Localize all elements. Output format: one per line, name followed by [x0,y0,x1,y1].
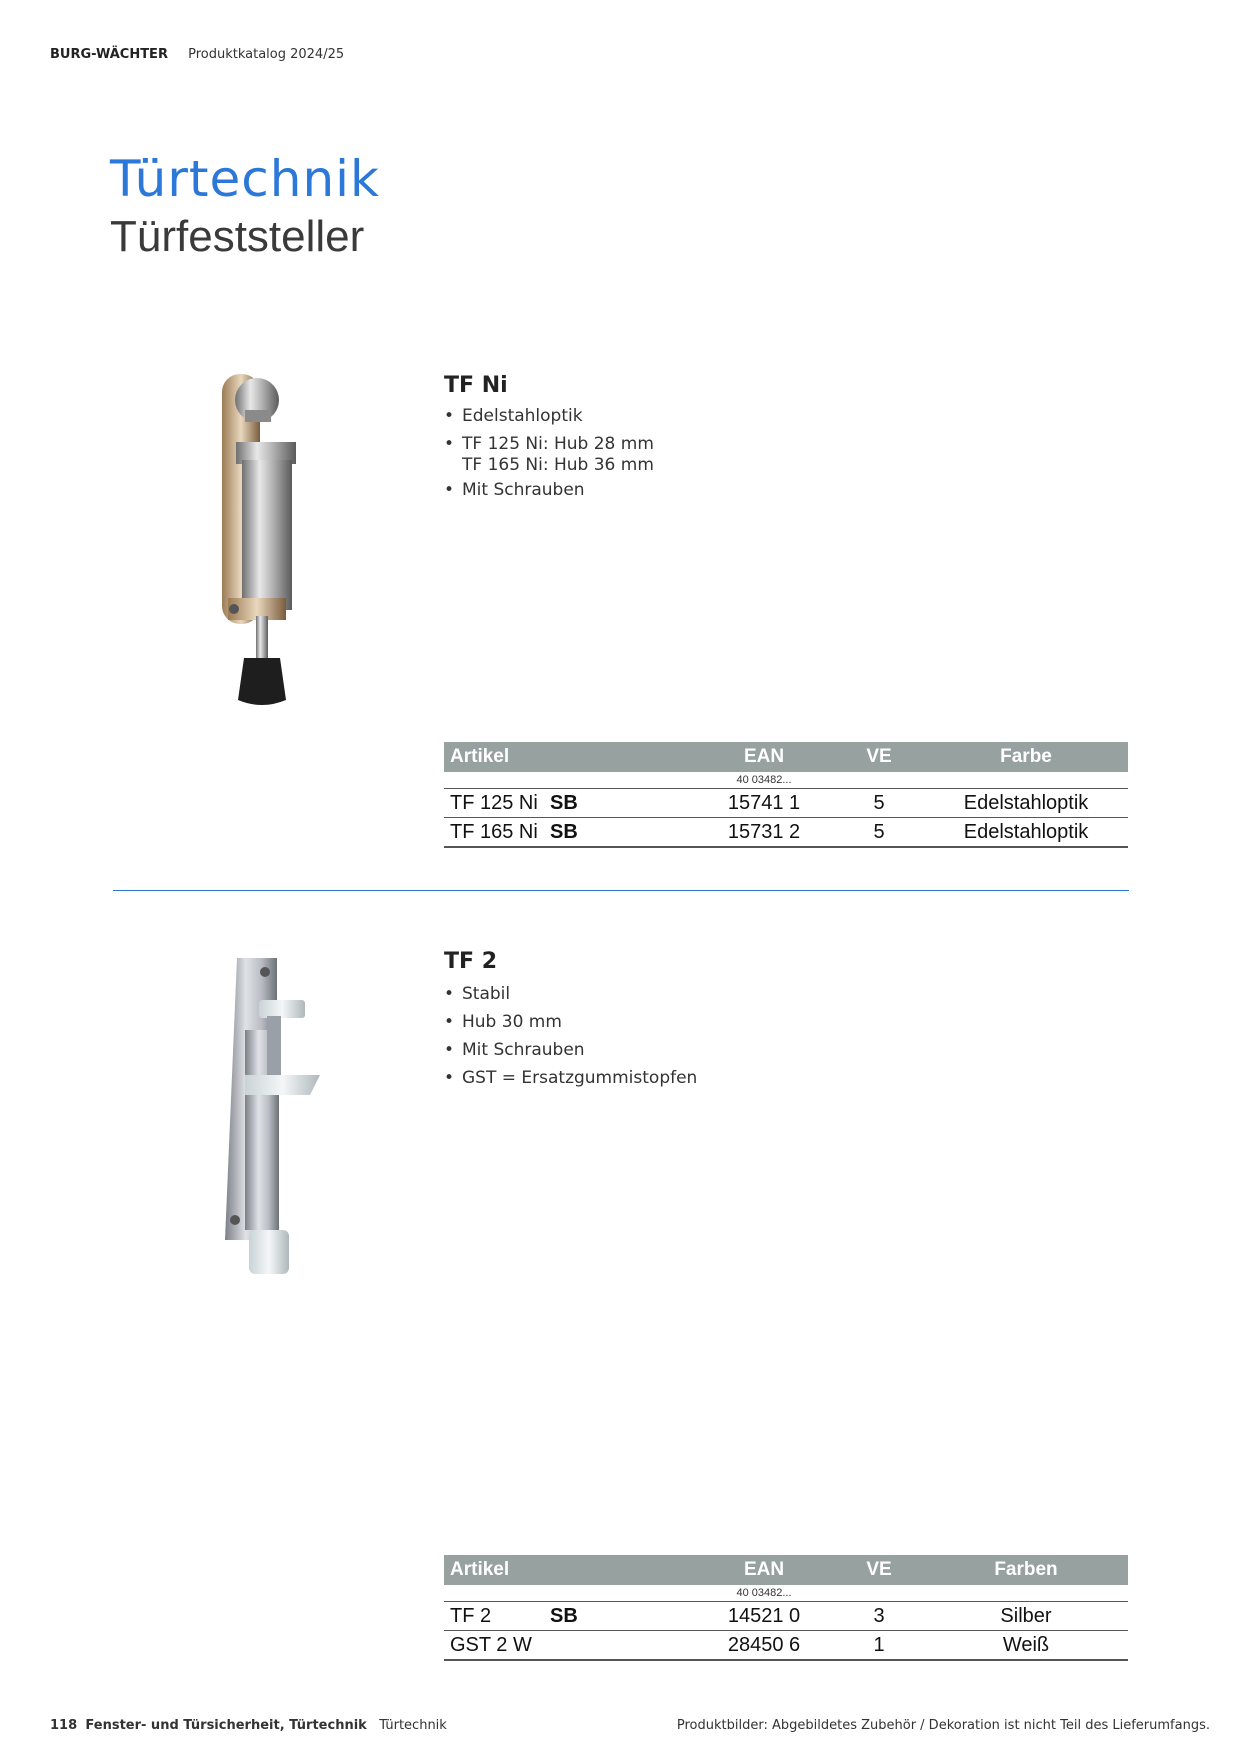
feature-item [444,430,654,476]
ean-prefix: 40 03482... [736,774,792,786]
artikel-cell: GST 2 W [444,1631,544,1661]
page-subtitle: Türfeststeller [110,212,365,261]
ean-prefix-row [444,772,1128,789]
ean-prefix-row [444,1585,1128,1602]
ve-cell: 5 [834,789,924,818]
page-header [50,47,344,62]
table-row [444,818,1128,848]
header-ve: VE [834,1555,924,1585]
table-row [444,1631,1128,1661]
feature-item: • Edelstahloptik [444,402,654,430]
footer-subsection: Türtechnik [379,1718,447,1733]
footer-section: Fenster- und Türsicherheit, Türtechnik [85,1718,367,1733]
artikel-cell: TF 125 Ni [444,789,544,818]
header-farbe: Farbe [924,742,1128,772]
farbe-cell: Edelstahloptik [924,789,1128,818]
header-farben: Farben [924,1555,1128,1585]
footer-note: Produktbilder: Abgebildetes Zubehör / Dekoration ist nicht Teil des Lieferumfangs. [676,1718,1210,1733]
ean-cell: 15741 1 [694,789,834,818]
sb-cell: SB [544,1602,694,1631]
sb-cell: SB [544,789,694,818]
ve-cell: 5 [834,818,924,848]
ve-cell: 3 [834,1602,924,1631]
feature-text: TF 125 Ni: Hub 28 mm [462,434,654,454]
table-header-row [444,742,1128,772]
feature-list-tf-ni [444,402,654,504]
feature-item: • Hub 30 mm [444,1008,697,1036]
ean-cell: 28450 6 [694,1631,834,1661]
feature-item: • Mit Schrauben [444,476,654,504]
page-footer [50,1718,447,1733]
section-divider [113,890,1129,891]
artikel-cell: TF 165 Ni [444,818,544,848]
brand-name: BURG-WÄCHTER [50,47,168,62]
feature-list-tf-2 [444,980,697,1092]
feature-text: TF 165 Ni: Hub 36 mm [462,455,654,475]
tf-2-product-image [215,950,325,1280]
header-ean: EAN [694,742,834,772]
table-row [444,789,1128,818]
tf-ni-product-image [210,370,300,710]
table-header-row [444,1555,1128,1585]
catalog-name: Produktkatalog 2024/25 [188,47,345,62]
feature-item: • GST = Ersatzgummistopfen [444,1064,697,1092]
ean-prefix: 40 03482... [736,1587,792,1599]
product-title-tf-ni: TF Ni [444,373,508,398]
farbe-cell: Edelstahloptik [924,818,1128,848]
page-number: 118 [50,1718,78,1733]
sb-cell: SB [544,818,694,848]
farbe-cell: Silber [924,1602,1128,1631]
ve-cell: 1 [834,1631,924,1661]
ean-cell: 14521 0 [694,1602,834,1631]
header-ean: EAN [694,1555,834,1585]
header-artikel: Artikel [444,1555,694,1585]
feature-item: • Mit Schrauben [444,1036,697,1064]
page-title: Türtechnik [110,150,381,208]
header-ve: VE [834,742,924,772]
farbe-cell: Weiß [924,1631,1128,1661]
artikel-cell: TF 2 [444,1602,544,1631]
sb-cell [544,1631,694,1661]
ean-cell: 15731 2 [694,818,834,848]
header-artikel: Artikel [444,742,694,772]
product-title-tf-2: TF 2 [444,949,498,974]
table-row [444,1602,1128,1631]
article-table-tf-2 [444,1555,1128,1661]
feature-item: • Stabil [444,980,697,1008]
article-table-tf-ni [444,742,1128,848]
